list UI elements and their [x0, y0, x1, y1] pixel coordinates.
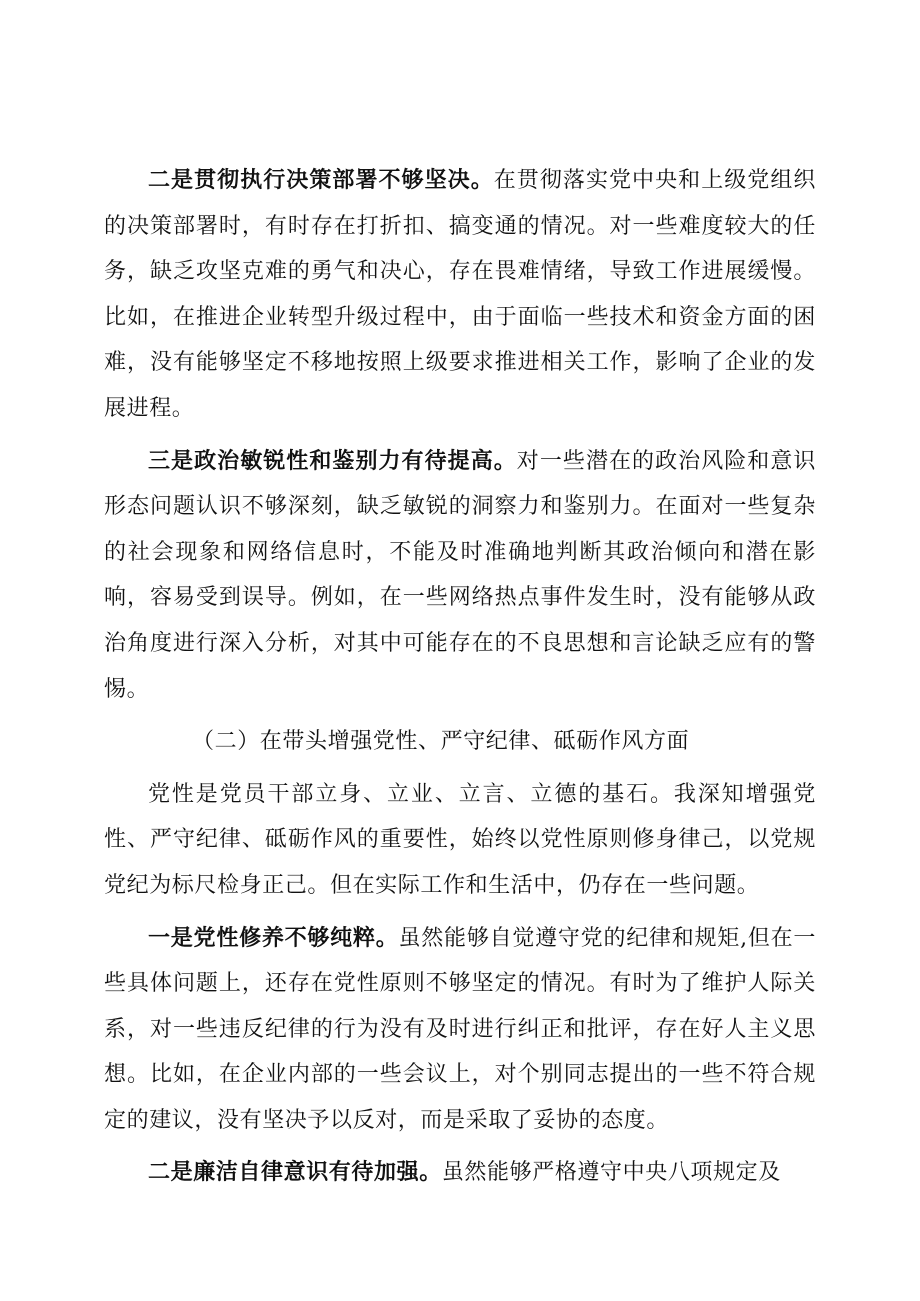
- paragraph-party-spirit-intro: [104, 772, 816, 909]
- paragraph-political-sensitivity: [104, 439, 816, 713]
- section-heading: （二）在带头增强党性、严守纪律、砥砺作风方面: [192, 729, 690, 755]
- paragraph-lead: 三是政治敏锐性和鉴别力有待提高。: [148, 448, 517, 474]
- paragraph-integrity: [104, 1150, 816, 1196]
- paragraph-lead: 二是廉洁自律意识有待加强。: [148, 1160, 442, 1186]
- paragraph-text: 虽然能够自觉遵守党的纪律和规矩,但在一些具体问题上，还存在党性原则不够坚定的情况。有时为了维护人际关系，对一些违反纪律的行为没有及时进行纠正和批评，存在好人主义思想。比如，在企业内部的一些会议上，对个别同志提出的一些不符合规定的建议，没有坚决予以反对，而是采取了妥协的态度。: [104, 925, 816, 1133]
- paragraph-decision-implementation: [104, 158, 816, 432]
- paragraph-lead: 二是贯彻执行决策部署不够坚决。: [148, 168, 494, 193]
- paragraph-text: 对一些潜在的政治风险和意识形态问题认识不够深刻，缺乏敏锐的洞察力和鉴别力。在面对一些复杂的社会现象和网络信息时，不能及时准确地判断其政治倾向和潜在影响，容易受到误导。例如，在一些网络热点事件发生时，没有能够从政治角度进行深入分析，对其中可能存在的不良思想和言论缺乏应有的警惕。: [104, 448, 816, 702]
- paragraph-text: 虽然能够严格遵守中央八项规定及: [441, 1160, 781, 1186]
- paragraph-lead: 一是党性修养不够纯粹。: [148, 925, 399, 951]
- paragraph-text: 在贯彻落实党中央和上级党组织的决策部署时，有时存在打折扣、搞变通的情况。对一些难度较大的任务，缺乏攻坚克难的勇气和决心，存在畏难情绪，导致工作进展缓慢。比如，在推进企业转型升级过程中，由于面临一些技术和资金方面的困难，没有能够坚定不移地按照上级要求推进相关工作，影响了企业的发展进程。: [104, 168, 816, 421]
- paragraph-text: 党性是党员干部立身、立业、立言、立德的基石。我深知增强党性、严守纪律、砥砺作风的重要性，始终以党性原则修身律己，以党规党纪为标尺检身正己。但在实际工作和生活中，仍存在一些问题。: [104, 781, 816, 898]
- document-body: [104, 158, 816, 1203]
- paragraph-party-cultivation: [104, 916, 816, 1144]
